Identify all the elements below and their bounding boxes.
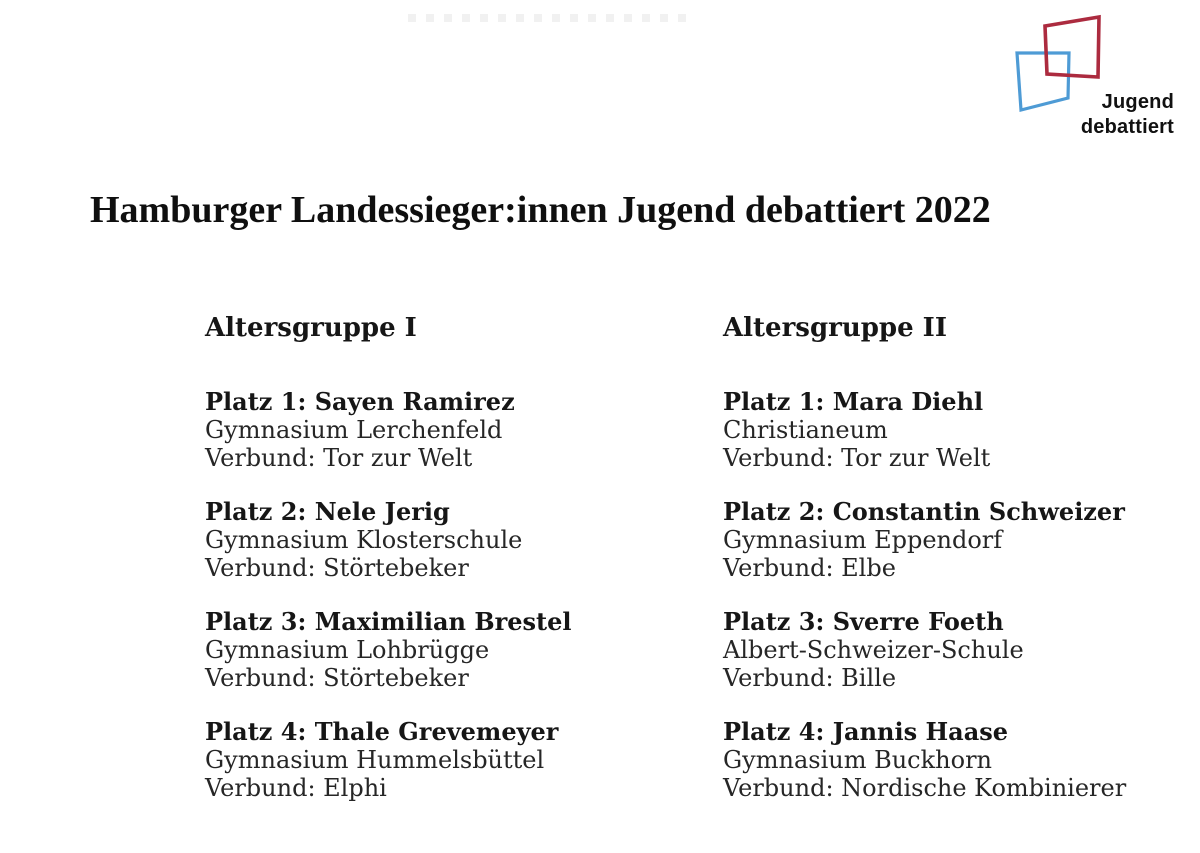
entry-verbund: Verbund: Elbe <box>723 554 896 582</box>
winner-entry <box>205 498 695 582</box>
entry-verbund: Verbund: Tor zur Welt <box>723 444 991 472</box>
winner-entry <box>205 388 695 472</box>
winner-entry <box>723 498 1193 582</box>
entry-verbund: Verbund: Bille <box>723 664 897 692</box>
entry-verbund: Verbund: Elphi <box>205 774 387 802</box>
entry-place-name: Platz 4: Thale Grevemeyer <box>205 717 559 746</box>
entry-verbund: Verbund: Störtebeker <box>205 554 469 582</box>
faint-dash <box>570 14 578 22</box>
logo-wordmark <box>1081 90 1174 140</box>
entry-school: Gymnasium Buckhorn <box>723 746 993 774</box>
faint-dash <box>534 14 542 22</box>
entry-school: Gymnasium Lohbrügge <box>205 636 490 664</box>
winner-entry <box>723 718 1193 802</box>
faint-dash <box>444 14 452 22</box>
winner-entry <box>723 388 1193 472</box>
entry-place-name: Platz 4: Jannis Haase <box>723 717 1009 746</box>
faint-dash-row <box>408 14 686 22</box>
faint-dash <box>660 14 668 22</box>
entry-place-name: Platz 1: Sayen Ramirez <box>205 387 515 416</box>
entry-school: Christianeum <box>723 416 888 444</box>
winner-entry <box>723 608 1193 692</box>
entry-place-name: Platz 2: Nele Jerig <box>205 497 450 526</box>
entry-verbund: Verbund: Störtebeker <box>205 664 469 692</box>
entry-verbund: Verbund: Nordische Kombinierer <box>723 774 1127 802</box>
entry-school: Gymnasium Klosterschule <box>205 526 523 554</box>
faint-dash <box>642 14 650 22</box>
faint-dash <box>462 14 470 22</box>
faint-dash <box>408 14 416 22</box>
winner-entry <box>205 608 695 692</box>
entry-place-name: Platz 2: Constantin Schweizer <box>723 497 1125 526</box>
page-title: Hamburger Landessieger:innen Jugend debattiert 2022 <box>90 189 991 231</box>
logo-red-frame-icon <box>1045 17 1099 77</box>
column-altersgruppe-1 <box>205 312 695 828</box>
logo-wordmark-line2: debattiert <box>1080 116 1174 138</box>
winner-entry <box>205 718 695 802</box>
faint-dash <box>552 14 560 22</box>
column-heading: Altersgruppe II <box>723 313 947 343</box>
entry-school: Gymnasium Eppendorf <box>723 526 1003 554</box>
entry-school: Gymnasium Hummelsbüttel <box>205 746 545 774</box>
column-altersgruppe-2 <box>723 312 1193 828</box>
faint-dash <box>678 14 686 22</box>
entry-school: Albert-Schweizer-Schule <box>723 636 1024 664</box>
faint-dash <box>480 14 488 22</box>
entry-place-name: Platz 3: Maximilian Brestel <box>205 607 572 636</box>
faint-dash <box>498 14 506 22</box>
faint-dash <box>426 14 434 22</box>
entry-place-name: Platz 1: Mara Diehl <box>723 387 984 416</box>
faint-dash <box>624 14 632 22</box>
faint-dash <box>606 14 614 22</box>
logo-wordmark-line1: Jugend <box>1101 91 1174 113</box>
faint-dash <box>516 14 524 22</box>
entry-school: Gymnasium Lerchenfeld <box>205 416 503 444</box>
entry-place-name: Platz 3: Sverre Foeth <box>723 607 1004 636</box>
entry-verbund: Verbund: Tor zur Welt <box>205 444 473 472</box>
logo-blue-frame-icon <box>1017 53 1069 110</box>
faint-dash <box>588 14 596 22</box>
column-heading: Altersgruppe I <box>205 313 417 343</box>
